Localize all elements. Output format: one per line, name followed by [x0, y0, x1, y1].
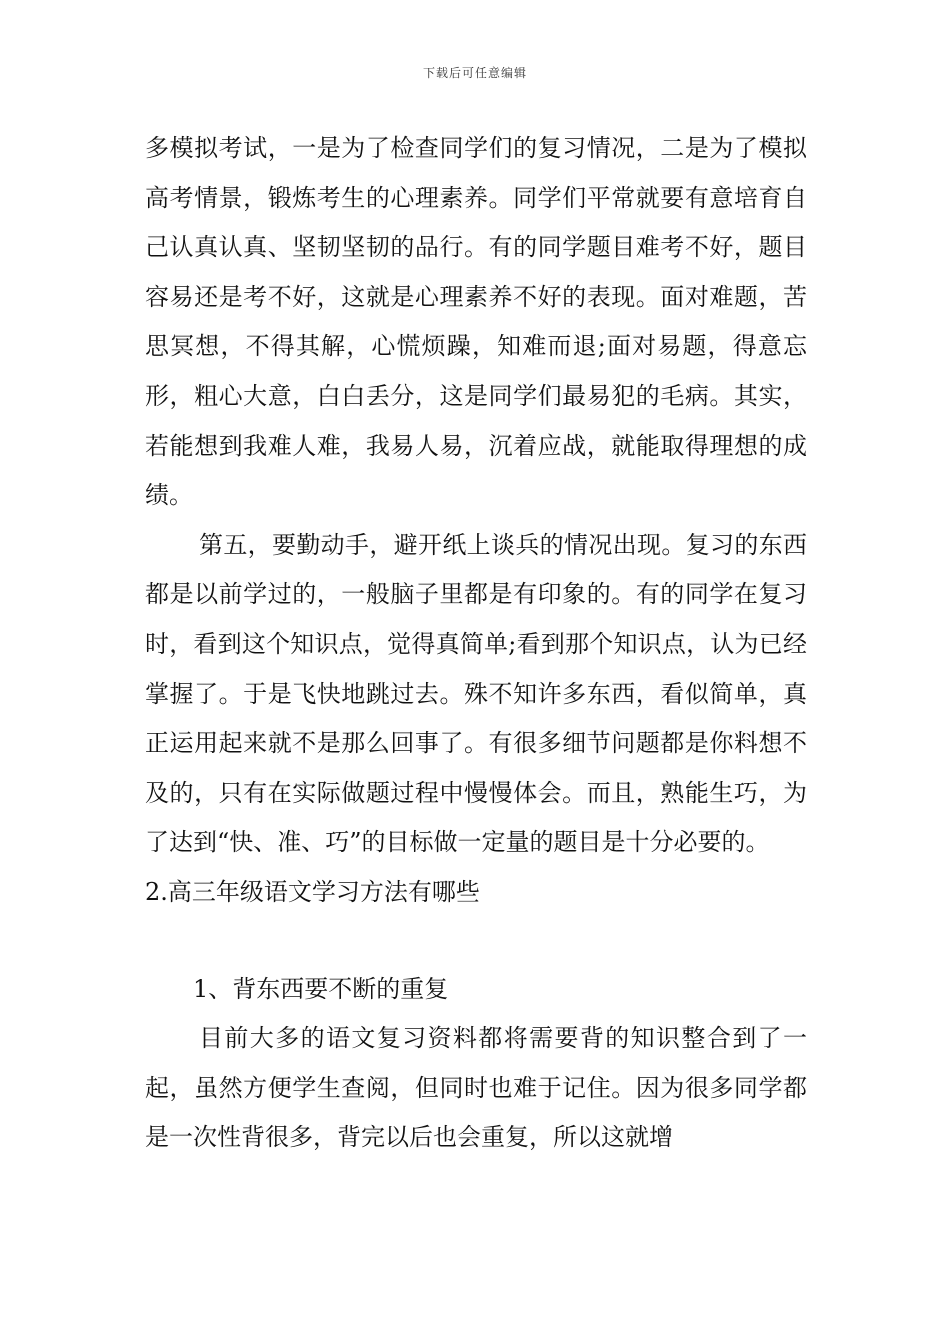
paragraph-fifth-point: 第五，要勤动手，避开纸上谈兵的情况出现。复习的东西都是以前学过的，一般脑子里都是有印象的。有的同学在复习时，看到这个知识点，觉得真简单;看到那个知识点，认为已经掌握了。于是飞快地跳过去。殊不知许多东西，看似简单，真正运用起来就不是那么回事了。有很多细节问题都是你料想不及的，只有在实际做题过程中慢慢体会。而且，熟能生巧，为了达到“快、准、巧”的目标做一定量的题目是十分必要的。 [145, 530, 807, 857]
page-header: 下载后可任意编辑 [422, 66, 527, 80]
section-heading: 2.高三年级语文学习方法有哪些 [145, 877, 480, 906]
paragraph-memorization: 目前大多的语文复习资料都将需要背的知识整合到了一起，虽然方便学生查阅，但同时也难于记住。因为很多同学都是一次性背很多，背完以后也会重复，所以这就增 [145, 1024, 807, 1152]
paragraph-continued: 多模拟考试，一是为了检查同学们的复习情况，二是为了模拟高考情景，锻炼考生的心理素养。同学们平常就要有意培育自己认真认真、坚韧坚韧的品行。有的同学题目难考不好，题目容易还是考不好，这就是心理素养不好的表现。面对难题，苦思冥想，不得其解，心慌烦躁，知难而退;面对易题，得意忘形，粗心大意，白白丢分，这是同学们最易犯的毛病。其实，若能想到我难人难，我易人易，沉着应战，就能取得理想的成绩。 [145, 134, 807, 510]
document-body [145, 124, 807, 1163]
sub-heading: 1、背东西要不断的重复 [193, 974, 449, 1003]
